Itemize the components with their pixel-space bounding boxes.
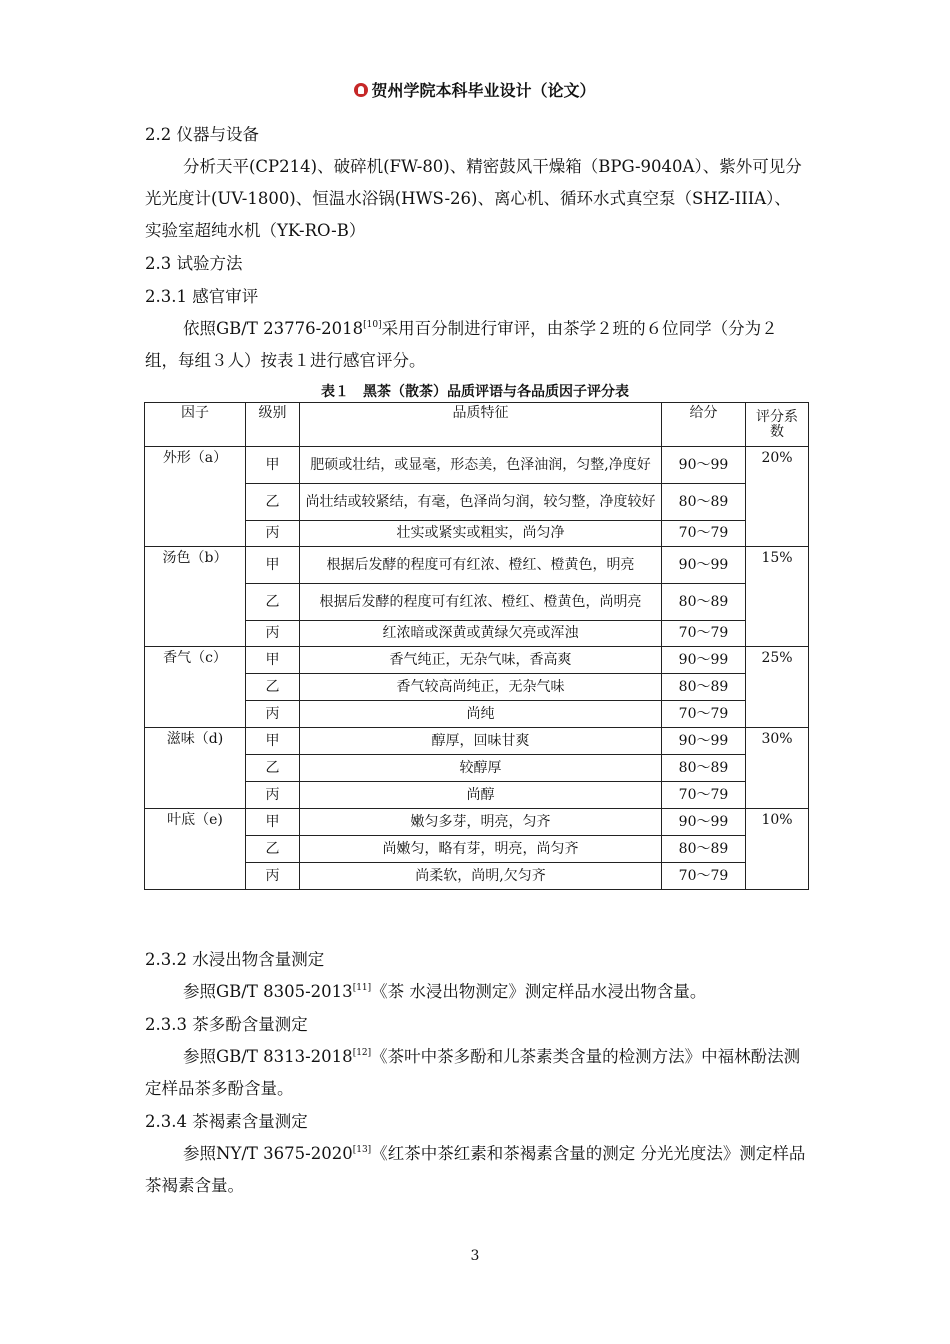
page-header [0,78,950,101]
score-cell: 70～79 [662,782,746,809]
score-cell: 70～79 [662,521,746,547]
grade-cell: 乙 [246,584,300,621]
factor-cell: 滋味（d) [145,728,246,809]
coef-cell: 10% [746,809,809,890]
coef-cell: 15% [746,547,809,647]
feature-cell: 红浓暗或深黄或黄绿欠亮或浑浊 [300,621,662,647]
heading-2-2: 2.2 仪器与设备 [145,125,259,144]
grade-cell: 丙 [246,701,300,728]
table-row [145,647,809,674]
header-coef: 评分系数 [746,403,809,447]
grade-cell: 甲 [246,447,300,484]
score-cell: 70～79 [662,621,746,647]
table-header-row [145,403,809,447]
score-cell: 80～89 [662,484,746,521]
paragraph-sensory: 依照GB/T 23776-2018[10]采用百分制进行审评，由茶学２班的６位同学（分为２组，每组３人）按表１进行感官评分。 [145,319,778,370]
feature-cell: 尚柔软，尚明,欠匀齐 [300,863,662,890]
score-cell: 80～89 [662,836,746,863]
feature-cell: 嫩匀多芽，明亮，匀齐 [300,809,662,836]
grade-cell: 丙 [246,621,300,647]
grade-cell: 乙 [246,836,300,863]
score-cell: 90～99 [662,447,746,484]
paragraph-instruments: 分析天平(CP214)、破碎机(FW-80)、精密鼓风干燥箱（BPG-9040A）、紫外可见分光光度计(UV-1800)、恒温水浴锅(HWS-26)、离心机、循环水式真空泵（SHZ-IIIA）、实验室超纯水机（YK-RO-B） [145,157,802,240]
grade-cell: 甲 [246,647,300,674]
feature-cell: 较醇厚 [300,755,662,782]
grade-cell: 甲 [246,809,300,836]
coef-cell: 20% [746,447,809,547]
header-title: 贺州学院本科毕业设计（论文） [371,81,596,100]
feature-cell: 香气较高尚纯正，无杂气味 [300,674,662,701]
grade-cell: 乙 [246,755,300,782]
score-cell: 80～89 [662,584,746,621]
feature-cell: 尚醇 [300,782,662,809]
sensory-grading-table [144,402,809,890]
header-score: 给分 [662,403,746,447]
citation-ref: [13] [352,1145,372,1155]
section-2-3-2-to-2-3-4 [145,943,807,1202]
heading-2-3-4: 2.3.4 茶褐素含量测定 [145,1112,308,1131]
grade-cell: 甲 [246,547,300,584]
page-number: 3 [470,1248,480,1264]
score-cell: 90～99 [662,647,746,674]
table-caption [0,381,950,401]
table-caption-label: 表１ [321,384,349,400]
table-row [145,447,809,484]
header-feature: 品质特征 [300,403,662,447]
citation-ref: [11] [352,983,372,993]
table-caption-title: 黑茶（散茶）品质评语与各品质因子评分表 [363,384,629,400]
score-cell: 80～89 [662,674,746,701]
table-row [145,547,809,584]
paragraph-water-extract: 参照GB/T 8305-2013[11]《茶 水浸出物测定》测定样品水浸出物含量。 [183,982,707,1001]
heading-2-3: 2.3 试验方法 [145,254,243,273]
factor-cell: 外形（a） [145,447,246,547]
feature-cell: 尚嫩匀，略有芽，明亮，尚匀齐 [300,836,662,863]
score-cell: 90～99 [662,728,746,755]
header-factor: 因子 [145,403,246,447]
feature-cell: 根据后发酵的程度可有红浓、橙红、橙黄色，明亮 [300,547,662,584]
paragraph-theabrownin: 参照NY/T 3675-2020[13]《红茶中茶红素和茶褐素含量的测定 分光光度法》测定样品茶褐素含量。 [145,1144,806,1195]
coef-cell: 30% [746,728,809,809]
feature-cell: 肥硕或壮结，或显毫，形态美，色泽油润，匀整,净度好 [300,447,662,484]
feature-cell: 根据后发酵的程度可有红浓、橙红、橙黄色，尚明亮 [300,584,662,621]
university-logo-icon [354,83,368,97]
table-row [145,809,809,836]
grade-cell: 甲 [246,728,300,755]
heading-2-3-3: 2.3.3 茶多酚含量测定 [145,1015,308,1034]
citation-ref: [12] [352,1048,372,1058]
grade-cell: 乙 [246,674,300,701]
grade-cell: 丙 [246,782,300,809]
header-grade: 级别 [246,403,300,447]
factor-cell: 汤色（b） [145,547,246,647]
feature-cell: 壮实或紧实或粗实，尚匀净 [300,521,662,547]
score-cell: 70～79 [662,701,746,728]
factor-cell: 叶底（e) [145,809,246,890]
citation-ref: [10] [363,320,382,330]
feature-cell: 香气纯正，无杂气味，香高爽 [300,647,662,674]
factor-cell: 香气（c） [145,647,246,728]
grade-cell: 丙 [246,863,300,890]
paragraph-tea-polyphenols: 参照GB/T 8313-2018[12]《茶叶中茶多酚和儿茶素类含量的检测方法》中福林酚法测定样品茶多酚含量。 [145,1047,801,1098]
grade-cell: 丙 [246,521,300,547]
heading-2-3-2: 2.3.2 水浸出物含量测定 [145,950,325,969]
heading-2-3-1: 2.3.1 感官审评 [145,287,259,306]
coef-cell: 25% [746,647,809,728]
feature-cell: 尚壮结或较紧结，有毫，色泽尚匀润，较匀整，净度较好 [300,484,662,521]
score-cell: 80～89 [662,755,746,782]
table-row [145,728,809,755]
grade-cell: 乙 [246,484,300,521]
score-cell: 70～79 [662,863,746,890]
feature-cell: 尚纯 [300,701,662,728]
feature-cell: 醇厚，回味甘爽 [300,728,662,755]
score-cell: 90～99 [662,809,746,836]
score-cell: 90～99 [662,547,746,584]
section-2-2-to-2-3-1 [145,118,807,377]
